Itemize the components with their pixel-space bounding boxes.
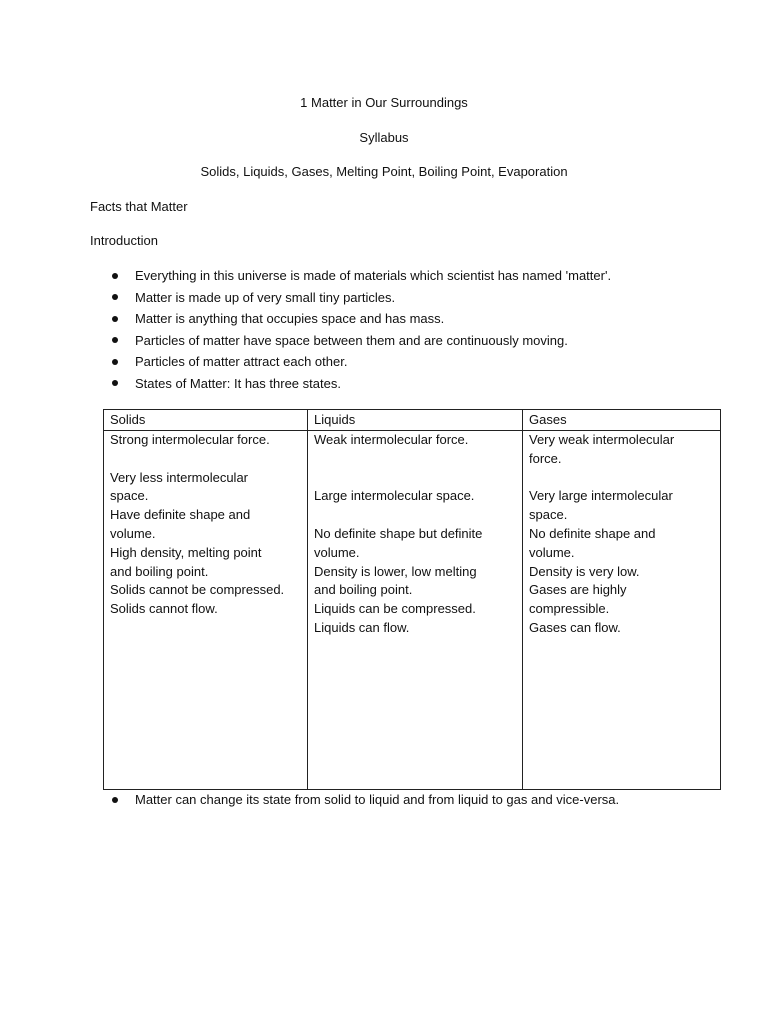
syllabus-heading: Syllabus [359,130,409,145]
solids-cell [104,431,308,790]
list-item [90,308,611,330]
cell-line: and boiling point. [110,563,209,579]
cell-line: Very large intermolecular [529,488,673,504]
list-item-text: Matter is anything that occupies space and has mass. [135,311,445,327]
states-of-matter-table [103,409,721,790]
intro-heading: Introduction [90,233,158,248]
cell-line: Liquids can flow. [314,619,410,635]
bullet-icon [112,337,118,343]
bullet-icon [112,316,118,322]
list-item [90,287,611,309]
cell-line [314,450,516,469]
table-header-row [104,410,721,431]
bullet-icon [112,359,118,365]
list-item [90,265,611,287]
gases-cell [523,431,721,790]
cell-line: Solids cannot be compressed. [110,582,285,598]
cell-line: Large intermolecular space. [314,488,475,504]
cell-line [314,506,516,525]
list-item [90,789,619,811]
cell-line: Very weak intermolecular [529,432,675,447]
cell-line: volume. [314,544,360,560]
document-title: 1 Matter in Our Surroundings [300,95,468,110]
cell-line: and boiling point. [314,582,413,598]
final-bullet-list [90,789,619,811]
list-item-text: Particles of matter have space between them and are continuously moving. [135,332,568,348]
cell-line: space. [529,507,568,523]
cell-line: Very less intermolecular [110,469,248,485]
list-item-text: States of Matter: It has three states. [135,375,341,391]
cell-line: Gases can flow. [529,619,621,635]
cell-line: volume. [110,525,156,541]
list-item-text: Everything in this universe is made of materials which scientist has named 'matter'. [135,268,612,283]
cell-line: Gases are highly [529,582,627,598]
list-item [90,351,611,373]
header-liquids: Liquids [308,410,523,431]
cell-line: Density is very low. [529,563,640,579]
cell-line: space. [110,488,149,504]
section-heading: Facts that Matter [90,199,188,214]
list-item [90,373,611,395]
cell-line: Have definite shape and [110,507,251,523]
cell-line: Density is lower, low melting [314,563,477,579]
cell-line: Solids cannot flow. [110,601,218,617]
cell-line: No definite shape but definite [314,525,483,541]
bullet-icon [112,273,118,279]
header-solids: Solids [104,410,308,431]
cell-line: Liquids can be compressed. [314,601,476,617]
cell-line [529,469,714,488]
intro-bullet-list [90,265,611,395]
list-item-text: Particles of matter attract each other. [135,354,348,370]
cell-line [314,469,516,488]
header-gases: Gases [523,410,721,431]
cell-line: force. [529,450,562,466]
cell-line [110,450,301,469]
cell-line: volume. [529,544,575,560]
cell-line: Weak intermolecular force. [314,432,469,447]
bullet-icon [112,380,118,386]
list-item-text: Matter can change its state from solid to liquid and from liquid to gas and vice-versa. [135,792,620,807]
cell-line: compressible. [529,601,610,617]
cell-line: No definite shape and [529,525,656,541]
bullet-icon [112,797,118,803]
cell-line: High density, melting point [110,544,262,560]
cell-line: Strong intermolecular force. [110,432,270,447]
liquids-cell [308,431,523,790]
list-item [90,330,611,352]
table-row [104,431,721,790]
list-item-text: Matter is made up of very small tiny particles. [135,289,396,305]
bullet-icon [112,294,118,300]
syllabus-topics: Solids, Liquids, Gases, Melting Point, Boiling Point, Evaporation [200,164,568,179]
